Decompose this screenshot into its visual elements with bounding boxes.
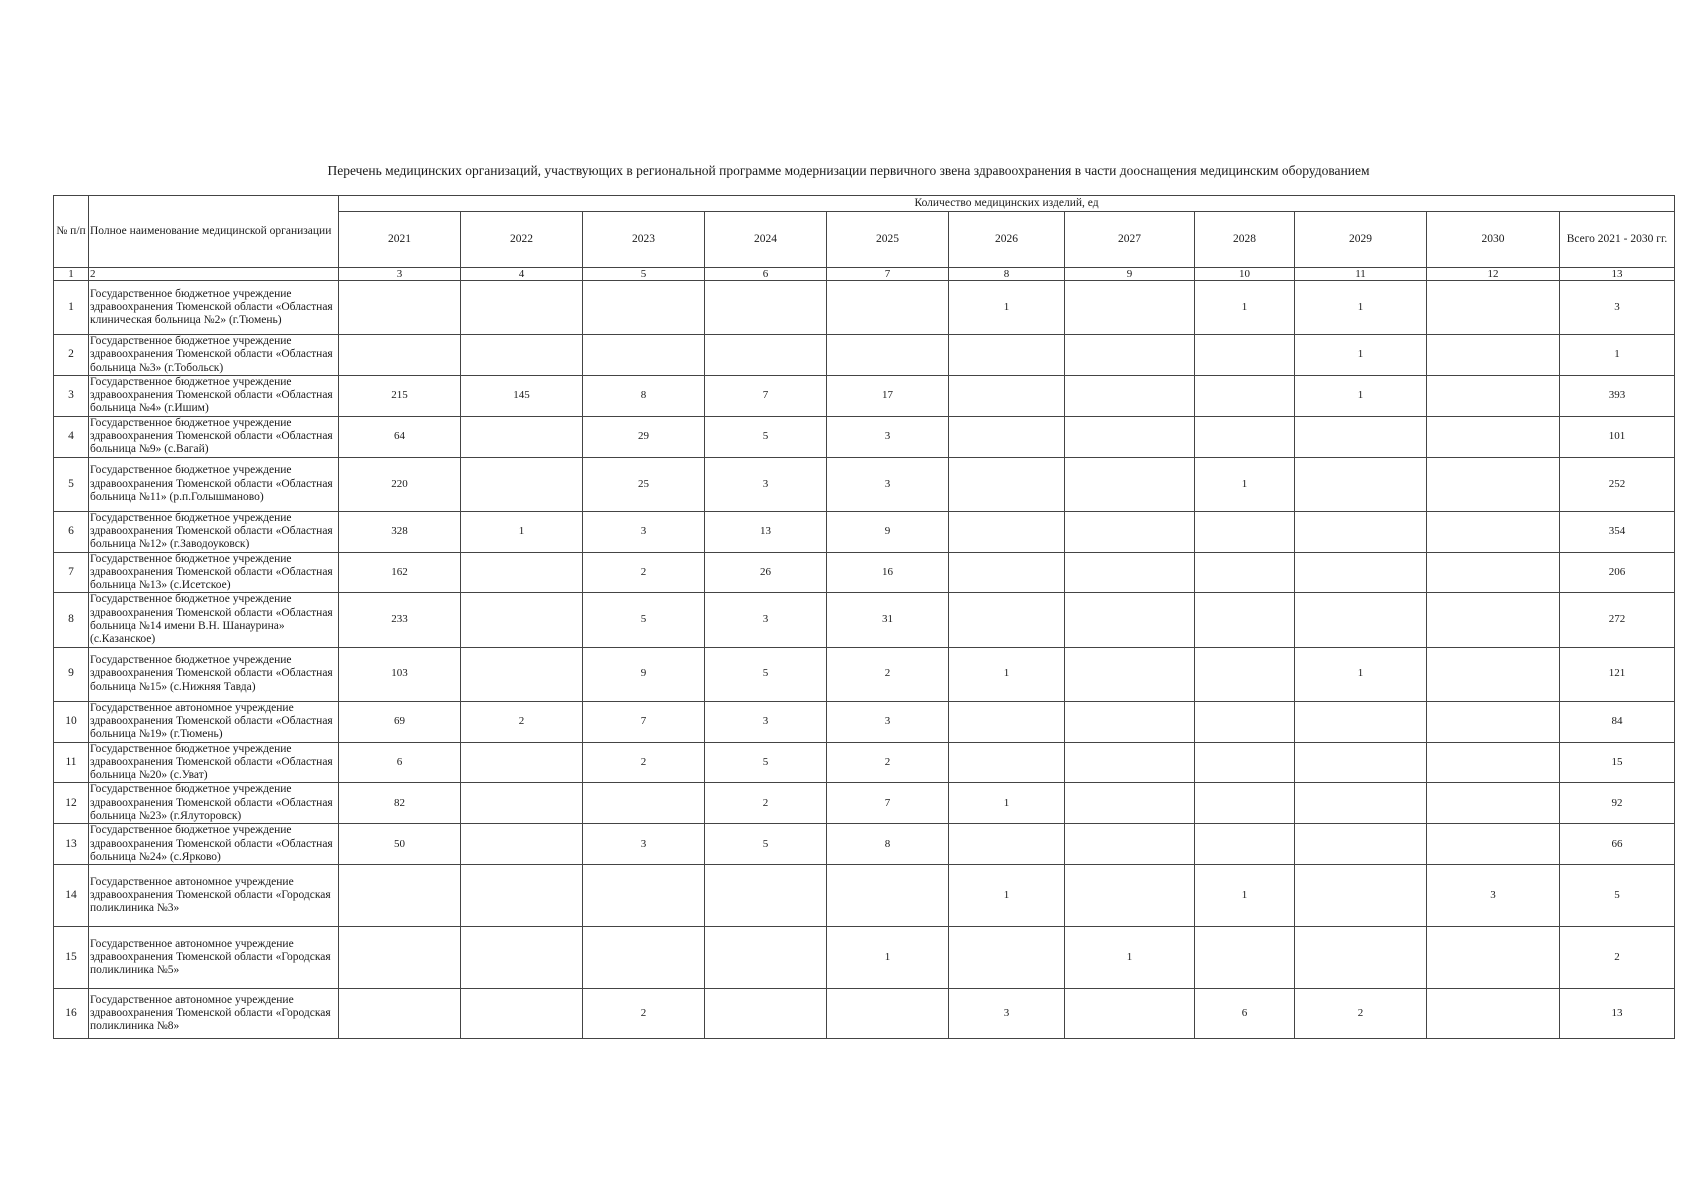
year-value-cell [1427,511,1560,552]
year-value-cell [461,742,583,783]
year-value-cell [1065,593,1195,647]
year-value-cell: 3 [827,457,949,511]
year-value-cell [1195,416,1295,457]
year-value-cell: 17 [827,375,949,416]
year-value-cell: 2 [827,647,949,701]
year-value-cell: 3 [827,701,949,742]
table-body [54,281,1675,1039]
column-number: 8 [949,268,1065,281]
column-number: 12 [1427,268,1560,281]
year-value-cell: 2 [1295,989,1427,1039]
year-value-cell: 5 [705,416,827,457]
year-value-cell [1195,552,1295,593]
year-value-cell [1065,742,1195,783]
year-value-cell: 8 [827,824,949,865]
column-number: 11 [1295,268,1427,281]
year-value-cell [461,989,583,1039]
year-value-cell: 7 [705,375,827,416]
year-value-cell: 3 [705,457,827,511]
year-value-cell [1195,335,1295,376]
year-value-cell [949,335,1065,376]
year-value-cell: 145 [461,375,583,416]
year-value-cell [705,281,827,335]
org-name-cell: Государственное бюджетное учреждение здравоохранения Тюменской области «Областная больница №24» (с.Ярково) [89,824,339,865]
year-value-cell [949,416,1065,457]
year-value-cell [1065,552,1195,593]
year-value-cell [949,701,1065,742]
header-org-name: Полное наименование медицинской организации [89,196,339,268]
year-value-cell [1295,552,1427,593]
year-value-cell [1195,647,1295,701]
year-value-cell: 103 [339,647,461,701]
org-name-cell: Государственное бюджетное учреждение здравоохранения Тюменской области «Областная больница №9» (с.Вагай) [89,416,339,457]
table-row [54,865,1675,927]
header-year: 2029 [1295,212,1427,268]
row-number: 1 [54,281,89,335]
year-value-cell: 3 [949,989,1065,1039]
year-value-cell [1427,552,1560,593]
page-title: Перечень медицинских организаций, участвующих в региональной программе модернизации первичного звена здравоохранения в части дооснащения медицинским оборудованием [327,163,1370,178]
year-value-cell [1065,824,1195,865]
year-value-cell [1195,511,1295,552]
header-year: 2026 [949,212,1065,268]
year-value-cell: 1 [1295,335,1427,376]
total-cell: 206 [1560,552,1675,593]
column-number: 7 [827,268,949,281]
year-value-cell: 3 [583,824,705,865]
year-value-cell: 1 [1065,927,1195,989]
year-value-cell: 64 [339,416,461,457]
year-value-cell: 1 [949,647,1065,701]
year-value-cell [1295,457,1427,511]
total-cell: 66 [1560,824,1675,865]
year-value-cell [461,281,583,335]
org-name-cell: Государственное бюджетное учреждение здравоохранения Тюменской области «Областная больница №12» (г.Заводоуковск) [89,511,339,552]
year-value-cell [705,335,827,376]
year-value-cell [461,593,583,647]
year-value-cell [461,824,583,865]
year-value-cell: 3 [827,416,949,457]
table-row [54,824,1675,865]
year-value-cell: 3 [1427,865,1560,927]
year-value-cell [1195,593,1295,647]
total-cell: 121 [1560,647,1675,701]
year-value-cell [461,865,583,927]
year-value-cell: 162 [339,552,461,593]
year-value-cell: 1 [1295,375,1427,416]
year-value-cell: 7 [583,701,705,742]
year-value-cell [1427,375,1560,416]
year-value-cell [949,742,1065,783]
year-value-cell [1427,457,1560,511]
year-value-cell [1295,824,1427,865]
year-value-cell: 1 [461,511,583,552]
year-value-cell [583,927,705,989]
row-number: 11 [54,742,89,783]
total-cell: 272 [1560,593,1675,647]
column-number: 10 [1195,268,1295,281]
column-number-row [54,268,1675,281]
year-value-cell: 16 [827,552,949,593]
row-number: 6 [54,511,89,552]
year-value-cell [339,281,461,335]
year-value-cell [705,927,827,989]
year-value-cell [827,865,949,927]
column-number: 1 [54,268,89,281]
year-value-cell [1295,783,1427,824]
year-value-cell [1295,511,1427,552]
year-value-cell [1065,416,1195,457]
total-cell: 84 [1560,701,1675,742]
header-year: 2027 [1065,212,1195,268]
table-row [54,927,1675,989]
year-value-cell: 8 [583,375,705,416]
year-value-cell [949,824,1065,865]
row-number: 2 [54,335,89,376]
table-row [54,416,1675,457]
year-value-cell: 1 [949,783,1065,824]
total-cell: 5 [1560,865,1675,927]
year-value-cell [1195,824,1295,865]
year-value-cell [1427,335,1560,376]
table-row [54,552,1675,593]
year-value-cell [1195,742,1295,783]
year-value-cell: 215 [339,375,461,416]
year-value-cell: 1 [1295,281,1427,335]
total-cell: 354 [1560,511,1675,552]
header-year: 2024 [705,212,827,268]
year-value-cell [1065,701,1195,742]
header-num: № п/п [54,196,89,268]
year-value-cell [1427,593,1560,647]
column-number: 6 [705,268,827,281]
year-value-cell [1065,335,1195,376]
year-value-cell [339,335,461,376]
year-value-cell: 5 [705,824,827,865]
year-value-cell [461,335,583,376]
year-value-cell: 29 [583,416,705,457]
table-row [54,375,1675,416]
year-value-cell: 69 [339,701,461,742]
row-number: 5 [54,457,89,511]
year-value-cell [1065,511,1195,552]
total-cell: 92 [1560,783,1675,824]
header-year: 2030 [1427,212,1560,268]
header-row-group [54,196,1675,212]
header-year: 2021 [339,212,461,268]
org-name-cell: Государственное автономное учреждение здравоохранения Тюменской области «Областная больница №19» (г.Тюмень) [89,701,339,742]
year-value-cell: 26 [705,552,827,593]
year-value-cell: 50 [339,824,461,865]
year-value-cell: 328 [339,511,461,552]
year-value-cell [827,335,949,376]
row-number: 16 [54,989,89,1039]
total-cell: 393 [1560,375,1675,416]
org-name-cell: Государственное бюджетное учреждение здравоохранения Тюменской области «Областная больница №20» (с.Уват) [89,742,339,783]
year-value-cell [583,783,705,824]
org-name-cell: Государственное бюджетное учреждение здравоохранения Тюменской области «Областная больница №3» (г.Тобольск) [89,335,339,376]
year-value-cell: 13 [705,511,827,552]
year-value-cell [949,927,1065,989]
row-number: 14 [54,865,89,927]
year-value-cell [461,927,583,989]
table-row [54,701,1675,742]
table-row [54,783,1675,824]
year-value-cell [1295,416,1427,457]
column-number: 2 [89,268,339,281]
year-value-cell: 3 [583,511,705,552]
column-number: 4 [461,268,583,281]
year-value-cell: 1 [1195,457,1295,511]
year-value-cell: 25 [583,457,705,511]
table-row [54,335,1675,376]
year-value-cell [1427,742,1560,783]
year-value-cell: 1 [1195,281,1295,335]
header-year: 2023 [583,212,705,268]
year-value-cell: 1 [827,927,949,989]
total-cell: 3 [1560,281,1675,335]
row-number: 15 [54,927,89,989]
year-value-cell [1295,865,1427,927]
column-number: 5 [583,268,705,281]
row-number: 4 [54,416,89,457]
org-name-cell: Государственное бюджетное учреждение здравоохранения Тюменской области «Областная клиническая больница №2» (г.Тюмень) [89,281,339,335]
year-value-cell [461,552,583,593]
year-value-cell: 1 [1195,865,1295,927]
header-total: Всего 2021 - 2030 гг. [1560,212,1675,268]
row-number: 3 [54,375,89,416]
year-value-cell [705,989,827,1039]
column-number: 13 [1560,268,1675,281]
year-value-cell [583,281,705,335]
year-value-cell: 7 [827,783,949,824]
year-value-cell: 3 [705,593,827,647]
year-value-cell [1427,783,1560,824]
year-value-cell: 2 [583,552,705,593]
year-value-cell [461,416,583,457]
total-cell: 252 [1560,457,1675,511]
year-value-cell [1427,701,1560,742]
org-name-cell: Государственное бюджетное учреждение здравоохранения Тюменской области «Областная больница №15» (с.Нижняя Тавда) [89,647,339,701]
year-value-cell [705,865,827,927]
year-value-cell: 1 [949,281,1065,335]
year-value-cell: 1 [1295,647,1427,701]
org-name-cell: Государственное бюджетное учреждение здравоохранения Тюменской области «Областная больница №11» (р.п.Голышманово) [89,457,339,511]
year-value-cell [461,647,583,701]
header-year: 2028 [1195,212,1295,268]
org-name-cell: Государственное автономное учреждение здравоохранения Тюменской области «Городская поликлиника №5» [89,927,339,989]
year-value-cell: 6 [1195,989,1295,1039]
header-year: 2022 [461,212,583,268]
column-number: 3 [339,268,461,281]
row-number: 8 [54,593,89,647]
year-value-cell [1065,375,1195,416]
year-value-cell [1065,647,1195,701]
year-value-cell [1427,647,1560,701]
year-value-cell [949,552,1065,593]
total-cell: 13 [1560,989,1675,1039]
year-value-cell [461,457,583,511]
year-value-cell [1065,989,1195,1039]
year-value-cell [1427,281,1560,335]
header-year: 2025 [827,212,949,268]
total-cell: 15 [1560,742,1675,783]
year-value-cell [827,281,949,335]
year-value-cell [1065,457,1195,511]
row-number: 7 [54,552,89,593]
year-value-cell [461,783,583,824]
year-value-cell [949,593,1065,647]
year-value-cell [827,989,949,1039]
year-value-cell [1195,701,1295,742]
year-value-cell [339,989,461,1039]
year-value-cell: 31 [827,593,949,647]
year-value-cell [1295,701,1427,742]
total-cell: 1 [1560,335,1675,376]
year-value-cell: 5 [705,647,827,701]
year-value-cell [1065,865,1195,927]
year-value-cell: 2 [583,989,705,1039]
table-row [54,511,1675,552]
row-number: 13 [54,824,89,865]
org-name-cell: Государственное бюджетное учреждение здравоохранения Тюменской области «Областная больница №4» (г.Ишим) [89,375,339,416]
table-row [54,647,1675,701]
table-row [54,457,1675,511]
year-value-cell [1295,742,1427,783]
year-value-cell: 9 [827,511,949,552]
year-value-cell [1295,927,1427,989]
year-value-cell: 9 [583,647,705,701]
table-row [54,742,1675,783]
year-value-cell: 2 [583,742,705,783]
year-value-cell: 220 [339,457,461,511]
row-number: 9 [54,647,89,701]
table-row [54,989,1675,1039]
org-name-cell: Государственное автономное учреждение здравоохранения Тюменской области «Городская поликлиника №8» [89,989,339,1039]
year-value-cell [1427,989,1560,1039]
column-number: 9 [1065,268,1195,281]
year-value-cell: 5 [705,742,827,783]
table-row [54,281,1675,335]
year-value-cell [1065,783,1195,824]
year-value-cell [583,335,705,376]
year-value-cell: 82 [339,783,461,824]
organizations-table [53,195,1675,1039]
year-value-cell [949,457,1065,511]
year-value-cell [583,865,705,927]
year-value-cell: 233 [339,593,461,647]
year-value-cell [1195,927,1295,989]
year-value-cell [949,511,1065,552]
row-number: 12 [54,783,89,824]
header-quantity-group: Количество медицинских изделий, ед [339,196,1675,212]
year-value-cell [1295,593,1427,647]
table-row [54,593,1675,647]
org-name-cell: Государственное автономное учреждение здравоохранения Тюменской области «Городская поликлиника №3» [89,865,339,927]
year-value-cell: 2 [827,742,949,783]
year-value-cell: 1 [949,865,1065,927]
total-cell: 101 [1560,416,1675,457]
year-value-cell [339,927,461,989]
row-number: 10 [54,701,89,742]
year-value-cell: 5 [583,593,705,647]
year-value-cell [1427,416,1560,457]
year-value-cell [1065,281,1195,335]
org-name-cell: Государственное бюджетное учреждение здравоохранения Тюменской области «Областная больница №23» (г.Ялуторовск) [89,783,339,824]
year-value-cell: 3 [705,701,827,742]
year-value-cell [1195,375,1295,416]
year-value-cell [339,865,461,927]
year-value-cell: 2 [461,701,583,742]
total-cell: 2 [1560,927,1675,989]
year-value-cell [1427,824,1560,865]
year-value-cell [1427,927,1560,989]
org-name-cell: Государственное бюджетное учреждение здравоохранения Тюменской области «Областная больница №14 имени В.Н. Шанаурина» (с.Казанское) [89,593,339,647]
year-value-cell [949,375,1065,416]
org-name-cell: Государственное бюджетное учреждение здравоохранения Тюменской области «Областная больница №13» (с.Исетское) [89,552,339,593]
year-value-cell [1195,783,1295,824]
year-value-cell: 6 [339,742,461,783]
year-value-cell: 2 [705,783,827,824]
